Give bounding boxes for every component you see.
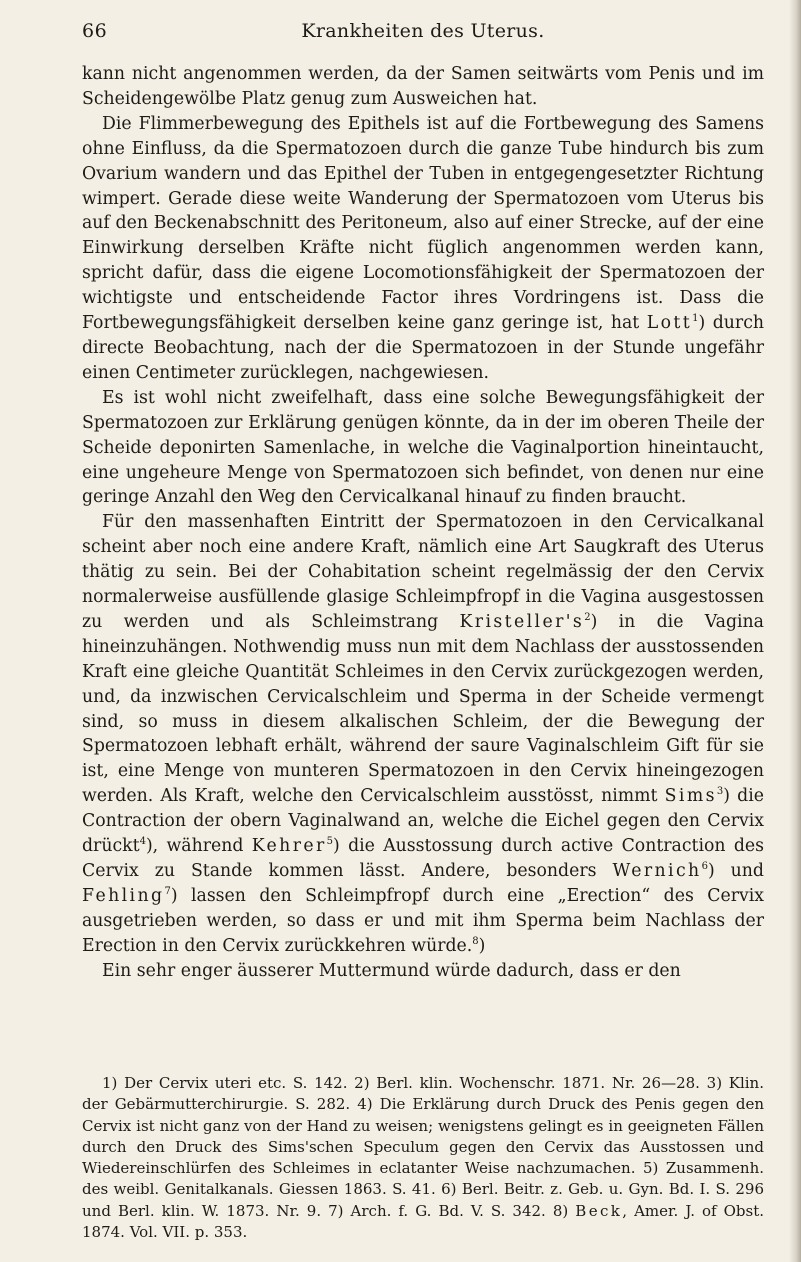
footnote-ref: 7 xyxy=(164,885,171,897)
text-run: ) xyxy=(478,935,486,956)
body-text xyxy=(82,62,764,984)
page-edge-shadow xyxy=(789,0,801,1262)
paragraph xyxy=(82,112,764,386)
footnote-ref: 8 xyxy=(472,935,479,947)
text-run: ) lassen den Schleimpfropf durch eine „Erection“ des Cervix ausgetrieben werden, so dass er und mit ihm Sperma beim Nachlass der Erection in den Cervix zurückkehren würde. xyxy=(82,885,764,956)
text-run: ) durch directe Beobachtung, nach der die Spermatozoen in der Stunde ungefähr einen Centimeter zurücklegen, nachgewiesen. xyxy=(82,313,764,383)
text-run: Ein sehr enger äusserer Muttermund würde dadurch, dass er den xyxy=(102,960,681,981)
text-run: Es ist wohl nicht zweifelhaft, dass eine solche Bewegungsfähigkeit der Spermatozoen zur Erklärung genügen könnte, da in der im oberen Theile der Scheide deponirten Samenlache, in welche die Vaginalportion hineintaucht, eine ungeheure Menge von Spermatozoen sich befindet, von denen nur eine geringe Anzahl den Weg den Cervicalkanal hinauf zu finden braucht. xyxy=(82,387,764,508)
running-title: Krankheiten des Uterus. xyxy=(301,20,545,42)
text-run: , Amer. J. of Obst. 1874. Vol. VII. p. 353. xyxy=(82,1201,764,1242)
footnotes xyxy=(82,1073,764,1243)
footnote-ref: 3 xyxy=(716,786,724,798)
page-number: 66 xyxy=(82,20,108,42)
footnote-ref: 4 xyxy=(139,836,146,848)
text-run: ) die Ausstossung durch active Contraction des Cervix zu Stande kommen lässt. Andere, besonders xyxy=(82,836,764,881)
text-run: ) die Contraction der obern Vaginalwand an, welche die Eichel gegen den Cervix drückt xyxy=(82,786,764,857)
author-name: Fehling xyxy=(82,885,165,906)
page-header xyxy=(82,20,764,48)
text-run: ) und xyxy=(707,861,764,881)
author-name: Sims xyxy=(664,786,717,807)
author-name: Beck xyxy=(575,1201,623,1220)
text-run: ) in die Vagina hineinzuhängen. Nothwendig muss nun mit dem Nachlass der ausstossenden Kraft eine gleiche Quantität Schleimes in den Cervix zurückgezogen werden, und, da inzwischen Cervicalschleim und Sperma in der Scheide vermengt sind, so muss in diesem alkalischen Schleim, der die Bewegung der Spermatozoen lebhaft erhält, während der saure Vaginalschleim Gift für sie ist, eine Menge von munteren Spermatozoen in den Cervix hineingezogen werden. Als Kraft, welche den Cervicalschleim ausstösst, nimmt xyxy=(82,611,764,807)
footnote-block xyxy=(82,1073,764,1243)
footnote-ref: 2 xyxy=(584,611,591,623)
footnote-ref: 6 xyxy=(701,861,708,872)
author-name: Lott xyxy=(646,313,693,334)
text-run: Die Flimmerbewegung des Epithels ist auf die Fortbewegung des Samens ohne Einfluss, da die Spermatozoen durch die ganze Tube hindurch bis zum Ovarium wandern und das Epithel der Tuben in entgegengesetzter Richtung wimpert. Gerade diese weite Wanderung der Spermatozoen vom Uterus bis auf den Beckenabschnitt des Peritoneum, also auf einer Strecke, auf der eine Einwirkung derselben Kräfte nicht füglich angenommen werden kann, spricht dafür, dass die eigene Locomotionsfähigkeit der Spermatozoen der wichtigste und entscheidende Factor ihres Vordringens ist. Dass die Fortbewegungsfähigkeit derselben keine ganz geringe ist, hat xyxy=(82,113,764,334)
author-name: Wernich xyxy=(612,861,702,881)
text-run: kann nicht angenommen werden, da der Samen seitwärts vom Penis und im Scheidengewölbe Platz genug zum Ausweichen hat. xyxy=(82,64,764,109)
paragraph xyxy=(82,62,764,112)
paragraph xyxy=(82,386,764,511)
author-name: Kristeller's xyxy=(459,611,585,632)
paragraph xyxy=(82,510,764,958)
text-run: Für den massenhaften Eintritt der Spermatozoen in den Cervicalkanal scheint aber noch eine andere Kraft, nämlich eine Art Saugkraft des Uterus thätig zu sein. Bei der Cohabitation scheint regelmässig der den Cervix normalerweise ausfüllende glasige Schleimpfropf in die Vagina ausgestossen zu werden und als Schleimstrang xyxy=(82,512,764,632)
text-run: ), während xyxy=(145,836,252,857)
footnote-ref: 1 xyxy=(692,313,699,325)
footnote-ref: 5 xyxy=(326,836,334,848)
text-run: 1) Der Cervix uteri etc. S. 142. 2) Berl. klin. Wochenschr. 1871. Nr. 26—28. 3) Klin. der Gebärmutterchirurgie. S. 282. 4) Die Erklärung durch Druck des Penis gegen den Cervix ist nicht ganz von der Hand zu weisen; wenigstens gelingt es in geeigneten Fällen durch den Druck des Sims'schen Speculum gegen den Cervix das Ausstossen und Wiedereinschlürfen des Schleimes in eclatanter Weise nachzumachen. 5) Zusammenh. des weibl. Genitalkanals. Giessen 1863. S. 41. 6) Berl. Beitr. z. Geb. u. Gyn. Bd. I. S. 296 und Berl. klin. W. 1873. Nr. 9. 7) Arch. f. G. Bd. V. S. 342. 8) xyxy=(82,1074,764,1220)
author-name: Kehrer xyxy=(251,836,327,857)
paragraph xyxy=(82,959,764,984)
